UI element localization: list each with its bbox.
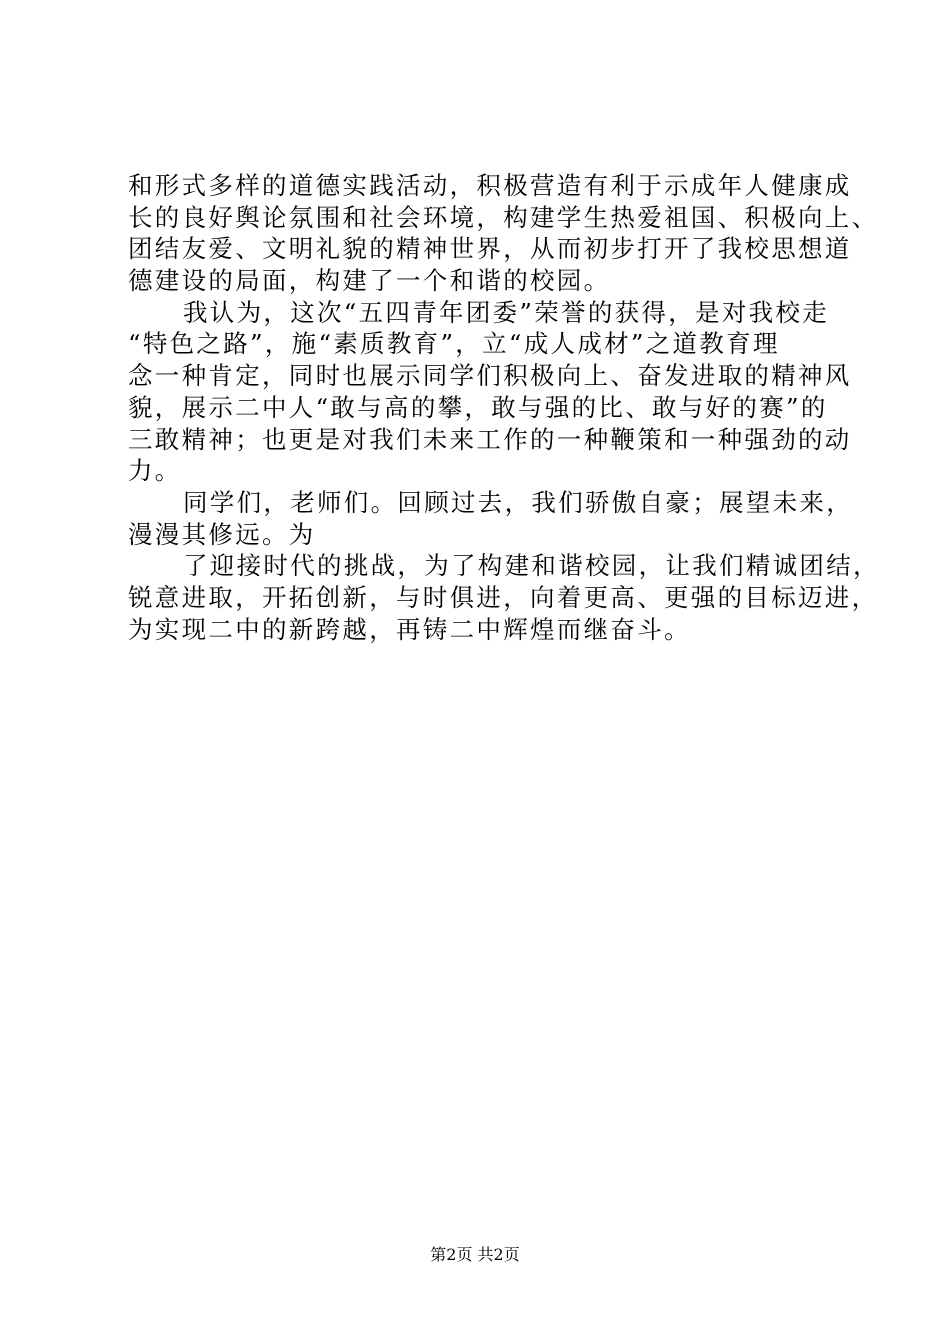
text-line: 三敢精神；也更是对我们未来工作的一种鞭策和一种强劲的动	[128, 424, 852, 454]
text-line: 念一种肯定，同时也展示同学们积极向上、奋发进取的精神风	[128, 361, 852, 391]
text-line: 貌，展示二中人“敢与高的攀，敢与强的比、敢与好的赛”的	[128, 392, 828, 422]
text-line: 力。	[128, 456, 182, 486]
text-line: 德建设的局面，构建了一个和谐的校园。	[128, 266, 611, 296]
text-line: 长的良好舆论氛围和社会环境，构建学生热爱祖国、积极向上、	[128, 202, 879, 232]
text-line: 同学们，老师们。回顾过去，我们骄傲自豪；展望未来，	[183, 487, 853, 517]
text-line: 为实现二中的新跨越，再铸二中辉煌而继奋斗。	[128, 614, 691, 644]
text-line: 了迎接时代的挑战，为了构建和谐校园，让我们精诚团结，	[183, 551, 880, 581]
text-line: 锐意进取，开拓创新，与时俱进，向着更高、更强的目标迈进，	[128, 582, 879, 612]
page-number-footer: 第2页 共2页	[430, 1245, 520, 1264]
text-line: “特色之路”，施“素质教育”，立“成人成材”之道教育理	[128, 329, 780, 359]
document-body	[128, 170, 880, 645]
text-line: 和形式多样的道德实践活动，积极营造有利于示成年人健康成	[128, 171, 852, 200]
text-line: 团结友爱、文明礼貌的精神世界，从而初步打开了我校思想道	[128, 234, 852, 264]
text-line: 我认为，这次“五四青年团委”荣誉的获得，是对我校走	[183, 297, 830, 327]
text-line: 漫漫其修远。为	[128, 519, 316, 549]
